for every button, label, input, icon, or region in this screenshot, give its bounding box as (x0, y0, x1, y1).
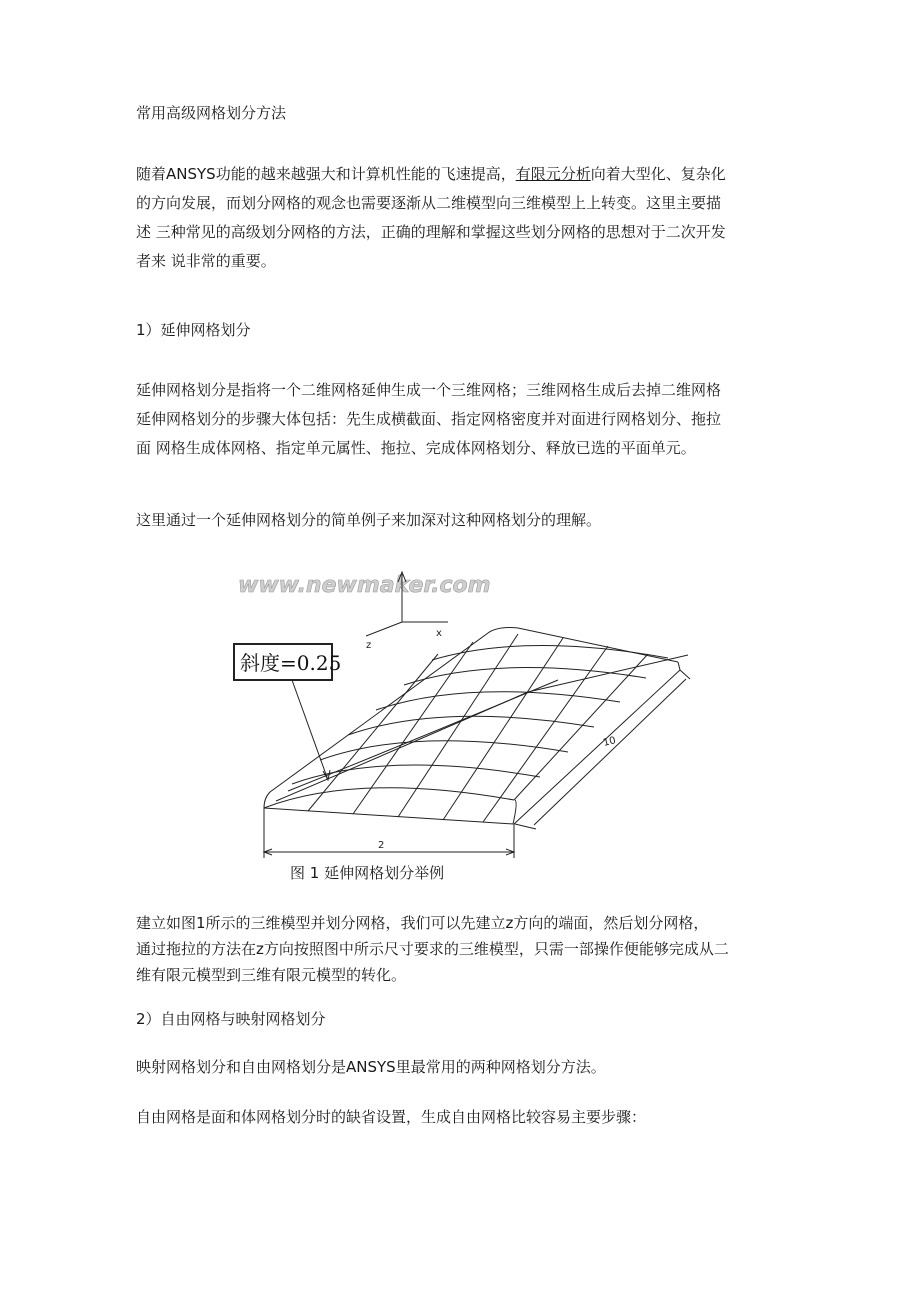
length-extension-line (515, 824, 536, 829)
section-2-heading: 2）自由网格与映射网格划分 (136, 1010, 326, 1028)
mesh-front-arc (376, 692, 620, 710)
slope-leader-line (292, 680, 328, 780)
intro-text-a: 随着ANSYS功能的越来越强大和计算机性能的飞速提高， (136, 165, 516, 183)
model-line-2: 通过拖拉的方法在z方向按照图中所示尺寸要求的三维模型，只需一部操作便能够完成从二 (136, 940, 729, 958)
model-line-1: 建立如图1所示的三维模型并划分网格，我们可以先建立z方向的端面，然后划分网格， (136, 914, 709, 932)
length-dimension-label: 10 (602, 735, 618, 749)
section-2-paragraph-1: 映射网格划分和自由网格划分是ANSYS里最常用的两种网格划分方法。 (136, 1058, 606, 1076)
section-1-paragraph (136, 376, 796, 463)
section-2-paragraph-2: 自由网格是面和体网格划分时的缺省设置，生成自由网格比较容易主要步骤： (136, 1108, 647, 1126)
fea-link[interactable]: 有限元分析 (515, 165, 591, 183)
z-axis-line (366, 622, 402, 636)
slope-label: 斜度=0.25 (240, 651, 342, 675)
mesh-column-line (483, 646, 608, 822)
x-axis-label: x (436, 628, 442, 639)
intro-line-1 (136, 160, 796, 189)
mesh-outline-front (264, 800, 516, 824)
watermark-text: www.newmaker.com (238, 573, 491, 598)
width-dimension-label: 2 (378, 840, 385, 851)
mesh-front-arc (264, 788, 514, 808)
mesh-row-line (288, 680, 558, 791)
mesh-column-line (443, 638, 563, 820)
width-dimension (264, 808, 514, 858)
model-paragraph (136, 910, 796, 988)
mesh-front-arc (348, 716, 594, 735)
mesh-front-arc (320, 741, 568, 760)
mesh-front-arc (404, 668, 646, 685)
section-1-line-2: 延伸网格划分的步骤大体包括：先生成横截面、指定网格密度并对面进行网格划分、拖拉 (136, 410, 722, 428)
figure-caption: 图 1 延伸网格划分举例 (290, 864, 445, 882)
intro-line-4: 者来 说非常的重要。 (136, 252, 276, 270)
intro-line-3: 述 三种常见的高级划分网格的方法，正确的理解和掌握这些划分网格的思想对于二次开发 (136, 223, 726, 241)
intro-line-2: 的方向发展，而划分网格的观念也需要逐渐从二维模型向三维模型上上转变。这里主要描 (136, 194, 722, 212)
mesh-column-line (398, 634, 518, 817)
extrusion-mesh-figure (228, 562, 698, 862)
section-1-heading: 1）延伸网格划分 (136, 321, 251, 339)
intro-text-b: 向着大型化、复杂化 (590, 165, 726, 183)
mesh-column-line (514, 654, 648, 800)
z-axis-label: z (366, 640, 372, 651)
section-1-line-1: 延伸网格划分是指将一个二维网格延伸生成一个三维网格；三维网格生成后去掉二维网格 (136, 381, 722, 399)
length-extension-line (680, 670, 690, 679)
page-title: 常用高级网格划分方法 (136, 104, 287, 122)
mesh-row-line (276, 655, 688, 801)
section-1-line-3: 面 网格生成体网格、指定单元属性、拖拉、完成体网格划分、释放已选的平面单元。 (136, 439, 696, 457)
example-intro: 这里通过一个延伸网格划分的简单例子来加深对这种网格划分的理解。 (136, 511, 602, 529)
intro-paragraph (136, 160, 796, 276)
length-dimension (515, 670, 690, 829)
model-line-3: 维有限元模型到三维有限元模型的转化。 (136, 966, 407, 984)
